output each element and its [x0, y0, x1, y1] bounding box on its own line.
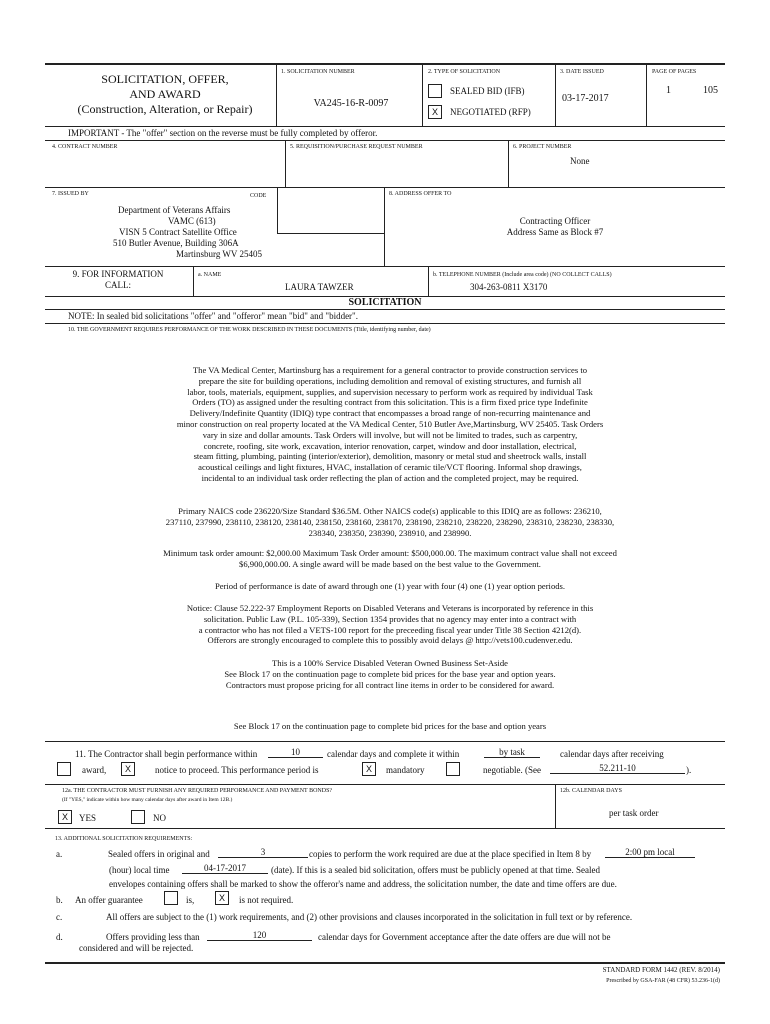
top-border [45, 63, 725, 65]
bonds-label: 12a. THE CONTRACTOR MUST FURNISH ANY REQUIRED PERFORMANCE AND PAYMENT BONDS? [62, 788, 333, 794]
block11-close: ). [686, 765, 692, 775]
item-a-text-4: (date). If this is a sealed bid solicitation, offers must be publicly opened at that time. Sealed [271, 865, 600, 875]
address-offer-to-label: 8. ADDRESS OFFER TO [389, 191, 452, 197]
description-paragraph-3: Minimum task order amount: $2,000.00 Maximum Task Order amount: $500,000.00. The maximum contract value shall not exceed $6,900,000.00. A single award will be made based on the best value to the Government. [163, 548, 617, 569]
item-b-letter: b. [56, 895, 63, 905]
begin-days-value: 10 [268, 747, 323, 758]
page-of-pages-label: PAGE OF PAGES [652, 69, 697, 75]
sealed-bid-checkbox[interactable] [428, 84, 442, 98]
bonds-yes-label: YES [79, 813, 97, 823]
offer-guarantee-is-checkbox[interactable] [164, 891, 178, 905]
calendar-days-value: per task order [609, 808, 659, 818]
page-number: 1 [666, 85, 671, 96]
award-label: award, [82, 765, 107, 775]
copies-value: 3 [218, 847, 308, 858]
total-pages: 105 [703, 85, 718, 96]
complete-days-value: by task [484, 747, 540, 758]
for-information-call-label: 9. FOR INFORMATION CALL: [72, 269, 164, 290]
negotiated-checkbox[interactable]: X [428, 105, 442, 119]
solicitation-heading: SOLICITATION [348, 297, 422, 308]
solicitation-number-label: 1. SOLICITATION NUMBER [281, 69, 355, 75]
solicitation-number: VA245-16-R-0097 [313, 98, 389, 109]
date-issued-label: 3. DATE ISSUED [560, 69, 604, 75]
contract-number-label: 4. CONTRACT NUMBER [52, 144, 118, 150]
address-offer-to: Contracting Officer Address Same as Block #7 [506, 216, 604, 237]
telephone-number: 304-263-0811 X3170 [470, 282, 548, 292]
negotiable-checkbox[interactable] [446, 762, 460, 776]
award-checkbox[interactable] [57, 762, 71, 776]
item-c-text: All offers are subject to the (1) work requirements, and (2) other provisions and clauses incorporated in the solicitation in full text or by reference. [106, 912, 633, 922]
calendar-days-label: 12b. CALENDAR DAYS [560, 788, 622, 794]
description-paragraph-7: See Block 17 on the continuation page to complete bid prices for the base and option years [233, 721, 547, 731]
item-d-text-3: considered and will be rejected. [79, 943, 194, 953]
item-a-letter: a. [56, 849, 63, 859]
note: NOTE: In sealed bid solicitations "offer" and "offeror" mean "bid" and "bidder". [68, 311, 358, 321]
name-label: a. NAME [198, 272, 222, 278]
item-b-text-2: is, [186, 895, 195, 905]
important-notice: IMPORTANT - The "offer" section on the reverse must be fully completed by offeror. [68, 128, 378, 138]
item-a-text-1: Sealed offers in original and [108, 849, 210, 859]
block11-text-2: calendar days and complete it within [327, 749, 460, 759]
additional-requirements-label: 13. ADDITIONAL SOLICITATION REQUIREMENTS: [55, 836, 193, 842]
issued-by-label: 7. ISSUED BY [52, 191, 89, 197]
block10-label: 10. THE GOVERNMENT REQUIRES PERFORMANCE OF THE WORK DESCRIBED IN THESE DOCUMENTS (Title, identifying number, date) [68, 327, 431, 333]
item-b-text-3: is not required. [239, 895, 294, 905]
negotiated-label: NEGOTIATED (RFP) [450, 107, 531, 117]
prescribed-by: Prescribed by GSA-FAR (48 CFR) 53.236-1(d) [606, 978, 720, 984]
bonds-no-checkbox[interactable] [131, 810, 145, 824]
negotiable-label: negotiable. (See [483, 765, 541, 775]
offer-guarantee-not-checkbox[interactable]: X [215, 891, 229, 905]
mandatory-checkbox[interactable]: X [362, 762, 376, 776]
code-label: CODE [250, 193, 267, 199]
bonds-sublabel: (If "YES," indicate within how many calendar days after award in Item 12B.) [62, 797, 233, 803]
form-number: STANDARD FORM 1442 (REV. 8/2014) [602, 966, 720, 974]
project-number-label: 6. PROJECT NUMBER [513, 144, 572, 150]
due-date-value: 04-17-2017 [182, 863, 268, 874]
item-d-letter: d. [56, 932, 63, 942]
description-paragraph-6: This is a 100% Service Disabled Veteran Owned Business Set-Aside See Block 17 on the continuation page to complete bid prices for the base year and option years. Contractors must propose pricing for all contract line items in order to be considered for award. [224, 658, 556, 690]
block11-text-3: calendar days after receiving [560, 749, 664, 759]
description-paragraph-4: Period of performance is date of award through one (1) year with four (4) one (1) year option periods. [214, 581, 566, 591]
see-clause-value: 52.211-10 [550, 763, 685, 774]
notice-to-proceed-checkbox[interactable]: X [121, 762, 135, 776]
item-a-text-5: envelopes containing offers shall be marked to show the offeror's name and address, the solicitation number, the date and time offers are due. [109, 879, 617, 889]
description-paragraph-5: Notice: Clause 52.222-37 Employment Reports on Disabled Veterans and Veterans is incorporated by reference in this solicitation. Public Law (P.L. 105-339), Section 1354 provides that no agency may enter into a contract with a contractor who has not filed a VETS-100 report for the preceeding fiscal year under Title 38 Section 4212(d). Offerors are strongly encouraged to complete this to possibly avoid delays @ http://vets100.cudenver.edu. [186, 603, 594, 646]
type-of-solicitation-label: 2. TYPE OF SOLICITATION [428, 69, 501, 75]
block11-text-1: 11. The Contractor shall begin performance within [75, 749, 258, 759]
form-title: SOLICITATION, OFFER, AND AWARD (Construction, Alteration, or Repair) [77, 72, 253, 116]
description-paragraph-2: Primary NAICS code 236220/Size Standard $36.5M. Other NAICS code(s) applicable to this IDIQ are as follows: 236210, 237110, 237990, 238110, 238120, 238140, 238150, 238160, 238170, 238190, 238210, 238220, 238290, 238310, 238230, 238330, 238340, 238350, 238390, 238910, and 238990. [165, 506, 615, 538]
acceptance-days-value: 120 [207, 930, 312, 941]
mandatory-label: mandatory [386, 765, 425, 775]
sealed-bid-label: SEALED BID (IFB) [450, 86, 525, 96]
bonds-no-label: NO [153, 813, 166, 823]
issued-by-address: Department of Veterans Affairs VAMC (613) VISN 5 Contract Satellite Office 510 Butler Avenue, Building 306A Martinsburg WV 25405 [113, 205, 263, 259]
bottom-border [45, 962, 725, 964]
item-a-text-2: copies to perform the work required are due at the place specified in Item 8 by [309, 849, 592, 859]
date-issued: 03-17-2017 [562, 93, 609, 104]
notice-to-proceed-label: notice to proceed. This performance period is [155, 765, 319, 775]
requisition-number-label: 5. REQUISITION/PURCHASE REQUEST NUMBER [290, 144, 423, 150]
item-a-text-3: (hour) local time [109, 865, 170, 875]
item-b-text-1: An offer guarantee [75, 895, 143, 905]
telephone-label: b. TELEPHONE NUMBER (Include area code) (NO COLLECT CALLS) [433, 272, 612, 278]
item-d-text-1: Offers providing less than [106, 932, 200, 942]
bonds-yes-checkbox[interactable]: X [58, 810, 72, 824]
due-time-value: 2:00 pm local [605, 847, 695, 858]
item-c-letter: c. [56, 912, 63, 922]
project-number: None [570, 156, 590, 166]
description-paragraph-1: The VA Medical Center, Martinsburg has a requirement for a general contractor to provide construction services to prepare the site for building operations, including demolition and removal of existing structures, and furnish all labor, tools, materials, equipment, supplies, and supervision necessary to perform work as required by individual Task Orders (TO) as assigned under the resulting contract from this solicitation. This is a firm fixed price type Indefinite Delivery/Indefinite Quantity (IDIQ) type contract that encompasses a broad range of non-recurring maintenance and minor construction on real property located at the VA Medical Center, 510 Butler Ave,Martinsburg, WV 25405. Task Orders vary in size and dollar amounts. Task Orders will involve, but will not be limited to trades, such as carpentry, concrete, roofing, site work, excavation, interior renovation, carpet, window and door installation, electrical, steam fitting, plumbing, painting (interior/exterior), demolition, masonry or metal stud and sheetrock walls, install acoustical ceilings and light fixtures, HVAC, installation of ceramic tile/VCT flooring. Informal shop drawings, incidental to an individual task order reflecting the plan of action and the completed project, may be required. [176, 365, 604, 483]
contact-name: LAURA TAWZER [285, 282, 354, 292]
item-d-text-2: calendar days for Government acceptance after the date offers are due will not be [318, 932, 611, 942]
